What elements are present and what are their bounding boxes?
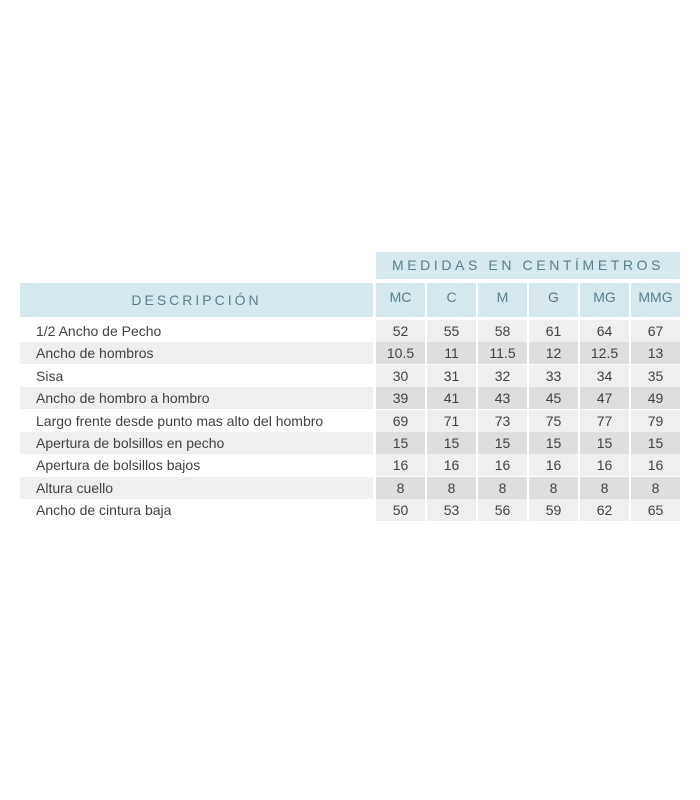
row-label: Apertura de bolsillos en pecho — [20, 432, 373, 454]
table-cell-mc: 52 — [376, 320, 425, 342]
table-cell-mg: 16 — [580, 454, 629, 476]
table-row — [20, 454, 680, 476]
table-cell-mg: 77 — [580, 410, 629, 432]
table-row — [20, 477, 680, 499]
table-cell-mmg: 65 — [631, 499, 680, 521]
table-cell-g: 45 — [529, 387, 578, 409]
table-cell-g: 8 — [529, 477, 578, 499]
table-cell-mmg: 67 — [631, 320, 680, 342]
table-cell-m: 56 — [478, 499, 527, 521]
size-header-c: C — [427, 283, 476, 317]
size-header-g: G — [529, 283, 578, 317]
size-header-m: M — [478, 283, 527, 317]
table-row — [20, 342, 680, 364]
table-cell-g: 15 — [529, 432, 578, 454]
row-label: Largo frente desde punto mas alto del hombro — [36, 412, 324, 429]
table-cell-mmg: 8 — [631, 477, 680, 499]
table-cell-mg: 47 — [580, 387, 629, 409]
table-cell-m: 58 — [478, 320, 527, 342]
row-label: Ancho de hombros — [20, 342, 373, 364]
size-header-mg: MG — [580, 283, 629, 317]
table-cell-mmg: 16 — [631, 454, 680, 476]
size-header-mmg: MMG — [631, 283, 680, 317]
table-row — [20, 410, 680, 432]
table-row — [20, 387, 680, 409]
table-cell-mmg: 79 — [631, 410, 680, 432]
table-cell-m: 43 — [478, 387, 527, 409]
table-cell-mmg: 13 — [631, 342, 680, 364]
table-cell-m: 32 — [478, 365, 527, 387]
table-cell-g: 12 — [529, 342, 578, 364]
table-row — [20, 499, 680, 521]
table-cell-m: 11.5 — [478, 342, 527, 364]
row-label: Altura cuello — [20, 477, 373, 499]
table-cell-mc: 10.5 — [376, 342, 425, 364]
row-label: Sisa — [36, 367, 64, 384]
table-cell-c: 16 — [427, 454, 476, 476]
table-cell-c: 55 — [427, 320, 476, 342]
table-cell-c: 8 — [427, 477, 476, 499]
description-header: DESCRIPCIÓN — [20, 283, 373, 317]
table-cell-m: 15 — [478, 432, 527, 454]
table-cell-mg: 34 — [580, 365, 629, 387]
size-header-mc: MC — [376, 283, 425, 317]
table-row — [20, 365, 680, 387]
row-label: Apertura de bolsillos bajos — [36, 457, 201, 474]
table-cell-c: 71 — [427, 410, 476, 432]
table-cell-g: 16 — [529, 454, 578, 476]
table-cell-mg: 15 — [580, 432, 629, 454]
table-cell-m: 16 — [478, 454, 527, 476]
table-row — [20, 320, 680, 342]
row-label: Ancho de hombro a hombro — [20, 387, 373, 409]
table-cell-c: 11 — [427, 342, 476, 364]
table-cell-mg: 12.5 — [580, 342, 629, 364]
table-cell-c: 53 — [427, 499, 476, 521]
table-cell-mmg: 15 — [631, 432, 680, 454]
units-header: MEDIDAS EN CENTÍMETROS — [376, 252, 680, 279]
table-cell-mg: 64 — [580, 320, 629, 342]
table-cell-mmg: 49 — [631, 387, 680, 409]
table-cell-m: 73 — [478, 410, 527, 432]
table-cell-g: 61 — [529, 320, 578, 342]
table-cell-mc: 39 — [376, 387, 425, 409]
row-label: Ancho de cintura baja — [36, 502, 172, 519]
table-cell-c: 41 — [427, 387, 476, 409]
table-cell-mmg: 35 — [631, 365, 680, 387]
table-cell-c: 31 — [427, 365, 476, 387]
table-cell-mg: 8 — [580, 477, 629, 499]
table-cell-mc: 8 — [376, 477, 425, 499]
table-cell-mc: 50 — [376, 499, 425, 521]
table-cell-g: 59 — [529, 499, 578, 521]
table-cell-g: 75 — [529, 410, 578, 432]
table-cell-mc: 30 — [376, 365, 425, 387]
table-cell-mc: 16 — [376, 454, 425, 476]
table-cell-mc: 15 — [376, 432, 425, 454]
row-label: 1/2 Ancho de Pecho — [36, 323, 162, 339]
table-cell-c: 15 — [427, 432, 476, 454]
table-row — [20, 432, 680, 454]
table-cell-mg: 62 — [580, 499, 629, 521]
table-cell-g: 33 — [529, 365, 578, 387]
table-cell-m: 8 — [478, 477, 527, 499]
table-cell-mc: 69 — [376, 410, 425, 432]
